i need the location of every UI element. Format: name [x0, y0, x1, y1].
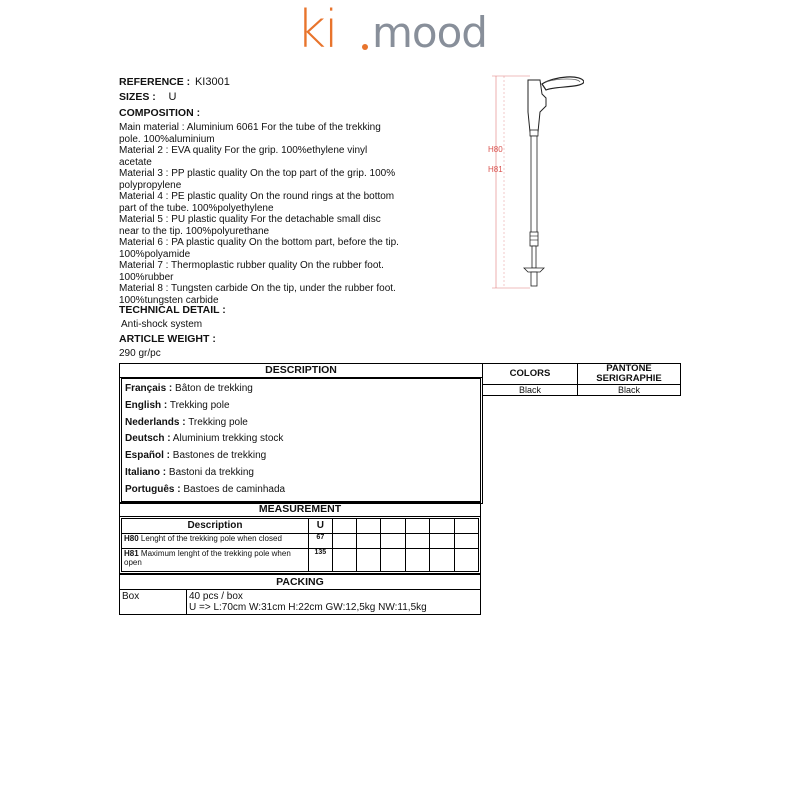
composition-line: polypropylene [119, 179, 182, 191]
pole-upper-tube [531, 136, 537, 234]
description-item [125, 381, 477, 398]
pole-lower-tube [532, 246, 536, 268]
empty-cell [381, 519, 405, 534]
description-text: Bâton de trekking [175, 383, 253, 394]
composition-line: 100%rubber [119, 271, 174, 283]
dim-label-h80: H80 [488, 145, 503, 154]
composition-list [119, 122, 419, 306]
pole-grip-collar [530, 130, 538, 136]
pole-ring [530, 232, 538, 246]
measurement-desc [122, 549, 309, 572]
logo-text-mood: mood [372, 8, 487, 57]
description-text: Bastoni da trekking [168, 466, 254, 478]
packing-title: PACKING [120, 575, 480, 590]
empty-cell [430, 549, 454, 572]
technical-heading: TECHNICAL DETAIL : [119, 304, 226, 316]
description-item [125, 482, 477, 499]
measurement-code: H81 [124, 549, 139, 558]
measurement-row [122, 549, 479, 572]
empty-cell [332, 534, 356, 549]
pole-rubber-foot [531, 272, 537, 286]
packing-unit: Box [120, 590, 187, 614]
colors-header: COLORS [483, 364, 578, 385]
logo-text-ki: ki [296, 0, 337, 60]
reference-value: KI3001 [194, 76, 230, 88]
empty-cell [454, 549, 478, 572]
sizes-value: U [168, 91, 177, 103]
description-item [125, 398, 477, 415]
packing-line: U => L:70cm W:31cm H:22cm GW:12,5kg NW:11,5kg [189, 602, 427, 613]
description-text: Bastones de trekking [172, 450, 267, 462]
measurement-value: 67 [308, 534, 332, 549]
description-lang: Italiano : [125, 466, 167, 478]
composition-line: Material 4 : PE plastic quality On the round rings at the bottom [119, 191, 395, 202]
packing-details [187, 590, 429, 614]
sizes-label: SIZES : [119, 91, 156, 103]
composition-line: Material 7 : Thermoplastic rubber quality On the rubber foot. [119, 260, 384, 271]
color-value: Black [483, 385, 578, 396]
measurement-size-header: U [308, 519, 332, 534]
description-lang: Deutsch : [125, 433, 171, 445]
description-lines [121, 378, 481, 502]
description-title: DESCRIPTION [120, 364, 482, 378]
empty-cell [405, 534, 429, 549]
technical-value: Anti-shock system [121, 319, 203, 330]
measurement-row [122, 534, 479, 549]
composition-line: pole. 100%aluminium [119, 133, 215, 145]
description-lang: English : [125, 399, 168, 411]
empty-cell [430, 519, 454, 534]
composition-line: near to the tip. 100%polyurethane [119, 225, 270, 237]
description-item [125, 448, 477, 465]
measurement-header-row [122, 519, 479, 534]
colors-table [482, 363, 681, 396]
logo-dot [362, 44, 368, 50]
measurement-grid [121, 518, 479, 572]
empty-cell [357, 549, 381, 572]
measurement-value: 135 [308, 549, 332, 572]
pole-grip [528, 80, 546, 132]
description-text: Bastoes de caminhada [183, 483, 286, 495]
weight-value: 290 gr/pc [119, 348, 161, 359]
composition-line: 100%tungsten carbide [119, 294, 219, 306]
measurement-text: Lenght of the trekking pole when closed [140, 534, 282, 543]
trekking-pole-drawing [484, 72, 584, 294]
measurement-table [119, 502, 481, 574]
pantone-value: Black [578, 385, 681, 396]
composition-line: part of the tube. 100%polyethylene [119, 202, 274, 214]
composition-line: Material 8 : Tungsten carbide On the tip, under the rubber foot. [119, 283, 396, 294]
empty-cell [405, 519, 429, 534]
brand-logo [296, 0, 487, 66]
packing-table [119, 574, 481, 615]
composition-heading: COMPOSITION : [119, 107, 201, 119]
sizes-row [119, 92, 177, 104]
reference-label: REFERENCE : [119, 76, 191, 88]
description-item [125, 431, 477, 448]
colors-row [483, 385, 681, 396]
measurement-text: Maximum lenght of the trekking pole when open [124, 549, 291, 567]
composition-line: Material 2 : EVA quality For the grip. 100%ethylene vinyl [119, 145, 368, 156]
empty-cell [430, 534, 454, 549]
empty-cell [454, 534, 478, 549]
colors-header-row [483, 364, 681, 385]
composition-line: 100%polyamide [119, 248, 191, 260]
description-text: Trekking pole [188, 416, 248, 428]
composition-line: Material 6 : PA plastic quality On the bottom part, before the tip. [119, 237, 399, 248]
empty-cell [405, 549, 429, 572]
pantone-header: PANTONE SERIGRAPHIE [578, 364, 681, 385]
empty-cell [381, 549, 405, 572]
composition-label [119, 108, 200, 120]
description-item [125, 465, 477, 482]
measurement-title: MEASUREMENT [120, 503, 480, 517]
description-lang: Français : [125, 383, 173, 394]
measurement-desc-header: Description [122, 519, 309, 534]
packing-body [120, 590, 480, 614]
empty-cell [357, 519, 381, 534]
description-text: Trekking pole [169, 399, 230, 411]
description-lang: Nederlands : [125, 416, 186, 428]
composition-line: Material 3 : PP plastic quality On the top part of the grip. 100% [119, 168, 396, 179]
composition-line: acetate [119, 156, 152, 168]
description-item [125, 415, 477, 432]
empty-cell [332, 519, 356, 534]
weight-label [119, 334, 216, 346]
composition-line: Material 5 : PU plastic quality For the detachable small disc [119, 214, 381, 225]
description-lang: Português : [125, 483, 181, 495]
measurement-desc [122, 534, 309, 549]
technical-label [119, 305, 226, 317]
weight-heading: ARTICLE WEIGHT : [119, 333, 216, 345]
dim-label-h81: H81 [488, 165, 503, 174]
description-text: Aluminium trekking stock [172, 433, 284, 445]
packing-line: 40 pcs / box [189, 591, 243, 602]
empty-cell [332, 549, 356, 572]
reference-row [119, 77, 230, 89]
description-lang: Español : [125, 450, 171, 462]
description-table [119, 363, 483, 504]
empty-cell [357, 534, 381, 549]
measurement-code: H80 [124, 534, 139, 543]
empty-cell [381, 534, 405, 549]
composition-line: Main material : Aluminium 6061 For the tube of the trekking [119, 122, 381, 133]
empty-cell [454, 519, 478, 534]
pole-basket [524, 268, 544, 272]
